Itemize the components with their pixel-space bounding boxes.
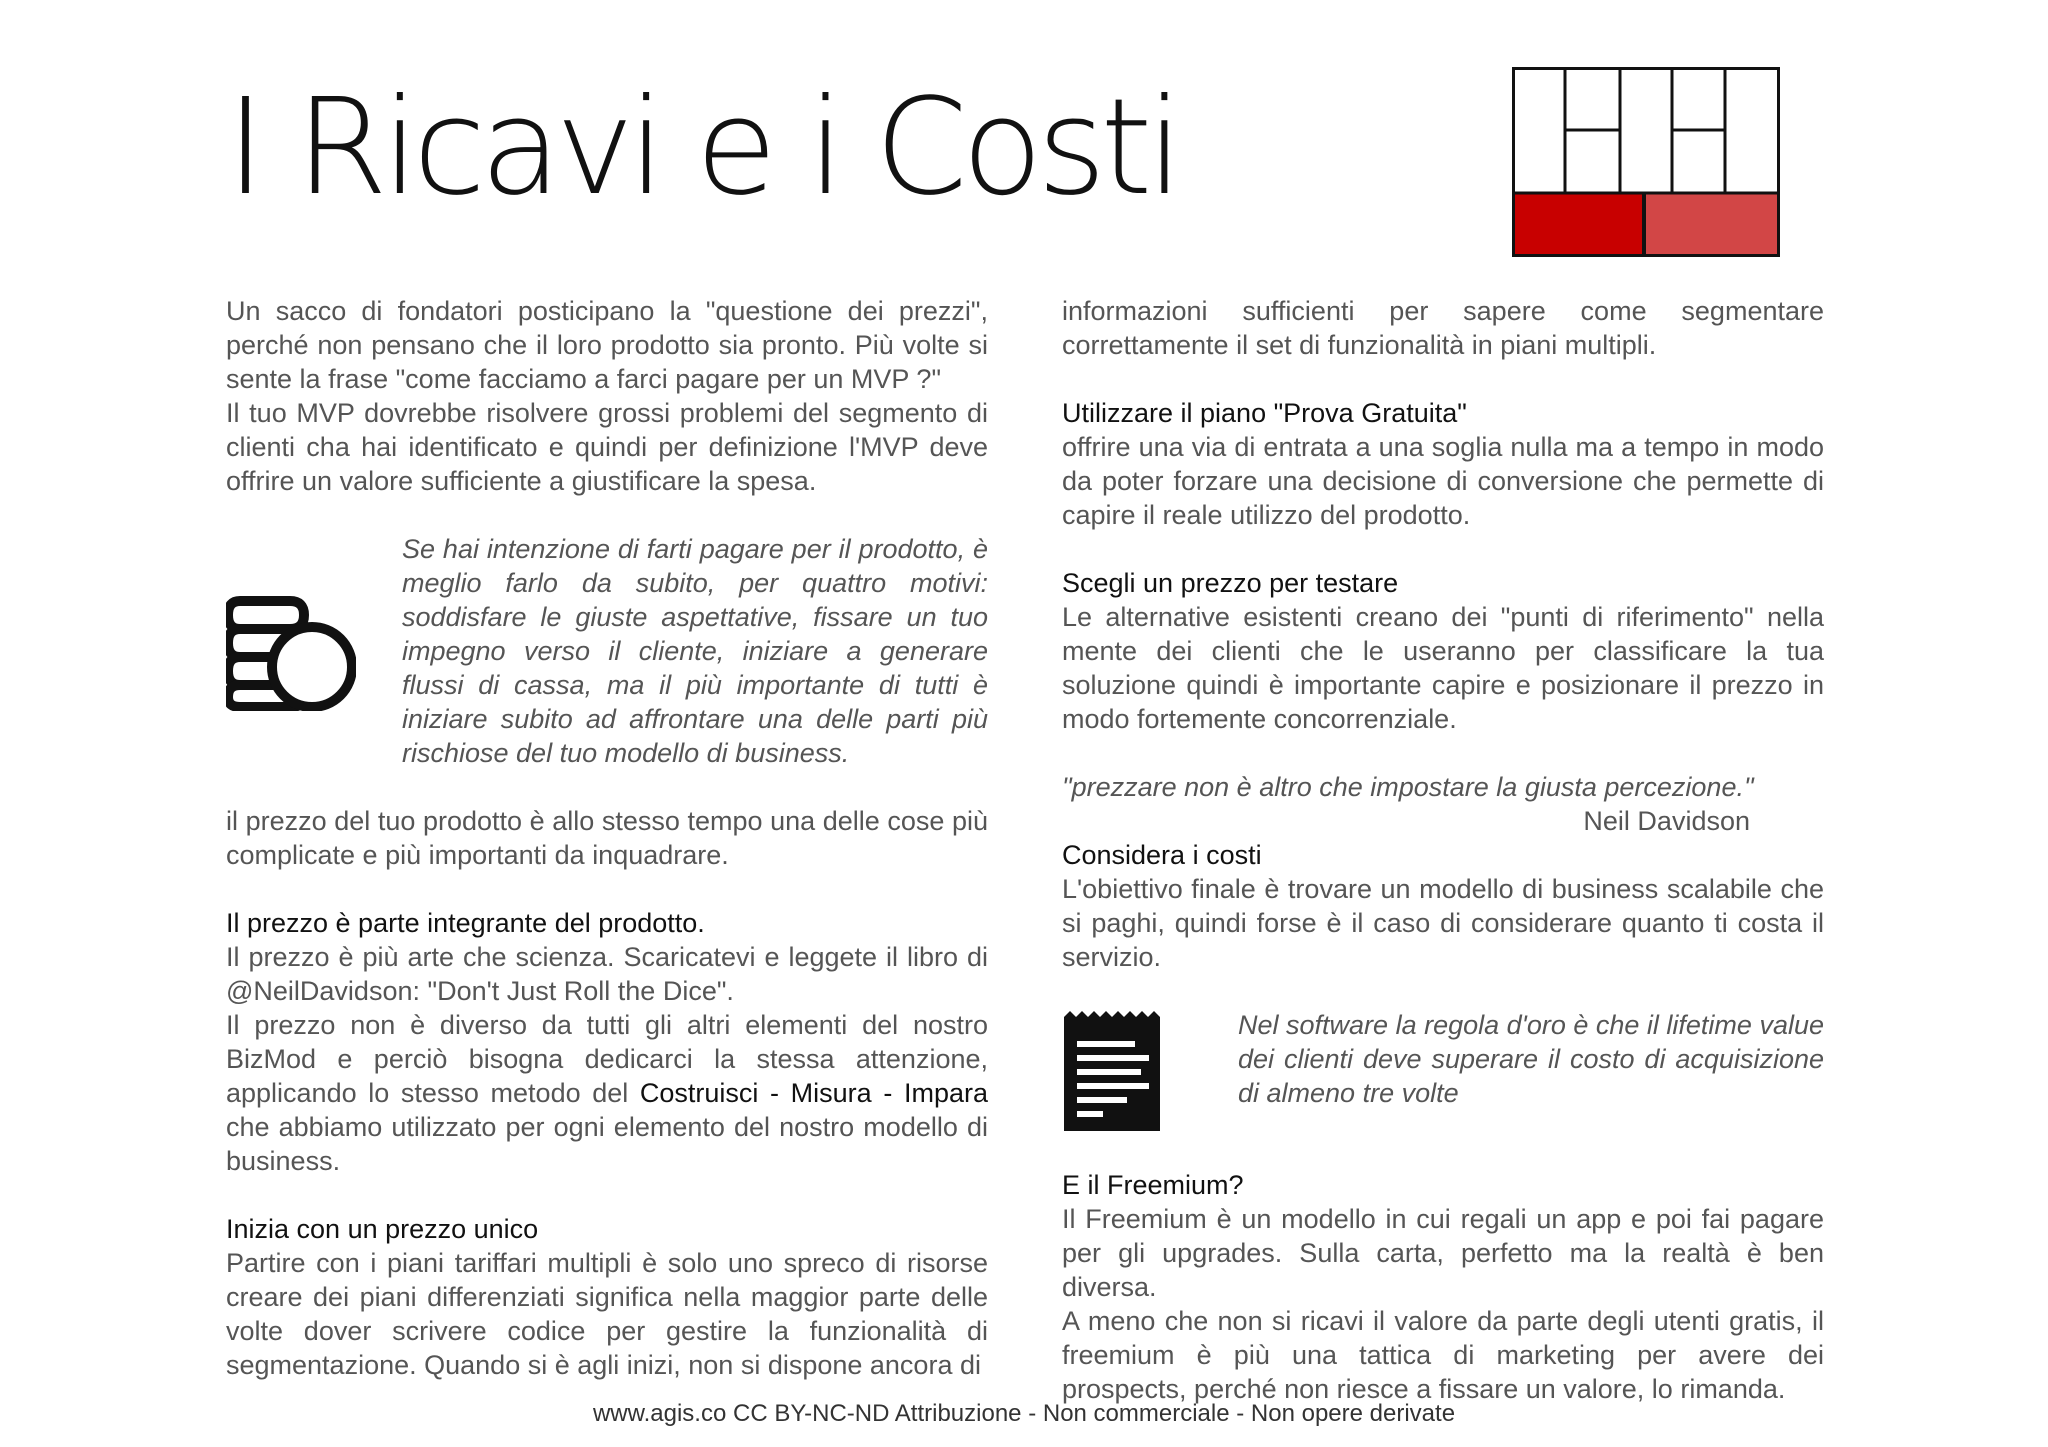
heading-costs: Considera i costi xyxy=(1062,840,1262,870)
free-trial-paragraph: offrire una via di entrata a una soglia nulla ma a tempo in modo da poter forzare una decisione di conversione che permette di capire il reale utilizzo del prodotto. xyxy=(1062,432,1824,530)
build-measure-learn-paragraph: Il prezzo non è diverso da tutti gli altri elementi del nostro BizMod e perciò bisogna dedicarci la stessa attenzione, applicando lo stesso metodo del Costruisci - Misura - Impara che abbiamo utilizzato per ogni elemento del nostro modello di business. xyxy=(226,1010,988,1176)
continued-paragraph: informazioni sufficienti per sapere come segmentare correttamente il set di funzionalità in piani multipli. xyxy=(1062,296,1824,360)
intro-paragraph-2: Il tuo MVP dovrebbe risolvere grossi problemi del segmento di clienti cha hai identificato e quindi per definizione l'MVP deve offrire un valore sufficiente a giustificare la spesa. xyxy=(226,398,988,496)
heading-single-price: Inizia con un prezzo unico xyxy=(226,1214,539,1244)
single-price-paragraph: Partire con i piani tariffari multipli è solo uno spreco di risorse creare dei piani differenziati significa nella maggior parte delle volte dover scrivere codice per gestire la funzionalità di segmentazione. Quando si è agli inizi, non si dispone ancora di xyxy=(226,1248,988,1380)
citation-author: Neil Davidson xyxy=(1583,806,1750,836)
freemium-paragraph-1: Il Freemium è un modello in cui regali un app e poi fai pagare per gli upgrades. Sulla carta, perfetto ma la realtà è ben diversa. xyxy=(1062,1204,1824,1302)
license-footer: www.agis.co CC BY-NC-ND Attribuzione - Non commerciale - Non opere derivate xyxy=(592,1400,1456,1427)
lifetime-value-quote: Nel software la regola d'oro è che il lifetime value dei clienti deve superare il costo di acquisizione di almeno tre volte xyxy=(1238,1010,1824,1108)
davidson-citation: "prezzare non è altro che impostare la giusta percezione." xyxy=(1062,772,1754,802)
price-complexity-paragraph: il prezzo del tuo prodotto è allo stesso tempo una delle cose più complicate e più importanti da inquadrare. xyxy=(226,806,988,870)
right-column xyxy=(1062,294,1824,1406)
heading-price-integral: Il prezzo è parte integrante del prodotto. xyxy=(226,908,705,938)
intro-paragraph: Un sacco di fondatori posticipano la "questione dei prezzi", perché non pensano che il loro prodotto sia pronto. Più volte si sente la frase "come facciamo a farci pagare per un MVP ?" xyxy=(226,296,988,394)
costs-paragraph: L'obiettivo finale è trovare un modello di business scalabile che si paghi, quindi forse è il caso di considerare quanto ti costa il servizio. xyxy=(1062,874,1824,972)
receipt-icon xyxy=(1062,1008,1238,1134)
freemium-paragraph-2: A meno che non si ricavi il valore da parte degli utenti gratis, il freemium è più una tattica di marketing per avere dei prospects, perché non riesce a fissare un valore, lo rimanda. xyxy=(1062,1306,1824,1404)
build-measure-learn-emphasis: Costruisci - Misura - Impara xyxy=(639,1078,988,1108)
left-column xyxy=(226,294,988,1382)
heading-free-trial: Utilizzare il piano "Prova Gratuita" xyxy=(1062,398,1467,428)
heading-freemium: E il Freemium? xyxy=(1062,1170,1244,1200)
coins-icon xyxy=(226,532,402,770)
test-price-paragraph: Le alternative esistenti creano dei "punti di riferimento" nella mente dei clienti che le useranno per classificare la tua soluzione quindi è importante capire e posizionare il prezzo in modo fortemente concorrenziale. xyxy=(1062,602,1824,734)
heading-test-price: Scegli un prezzo per testare xyxy=(1062,568,1399,598)
revenue-cost-chart-icon xyxy=(1512,67,1780,262)
pricing-motives-quote: Se hai intenzione di farti pagare per il prodotto, è meglio farlo da subito, per quattro motivi: soddisfare le giuste aspettative, fissare un tuo impegno verso il cliente, iniziare a generare flussi di cassa, ma il più importante di tutti è iniziare subito ad affrontare una delle parti più rischiose del tuo modello di business. xyxy=(402,534,988,768)
coins-quote-block xyxy=(226,532,988,770)
receipt-quote-block xyxy=(1062,1008,1824,1134)
page-title: I Ricavi e i Costi xyxy=(226,71,1178,225)
price-art-paragraph: Il prezzo è più arte che scienza. Scaricatevi e leggete il libro di @NeilDavidson: "Don't Just Roll the Dice". xyxy=(226,942,988,1006)
